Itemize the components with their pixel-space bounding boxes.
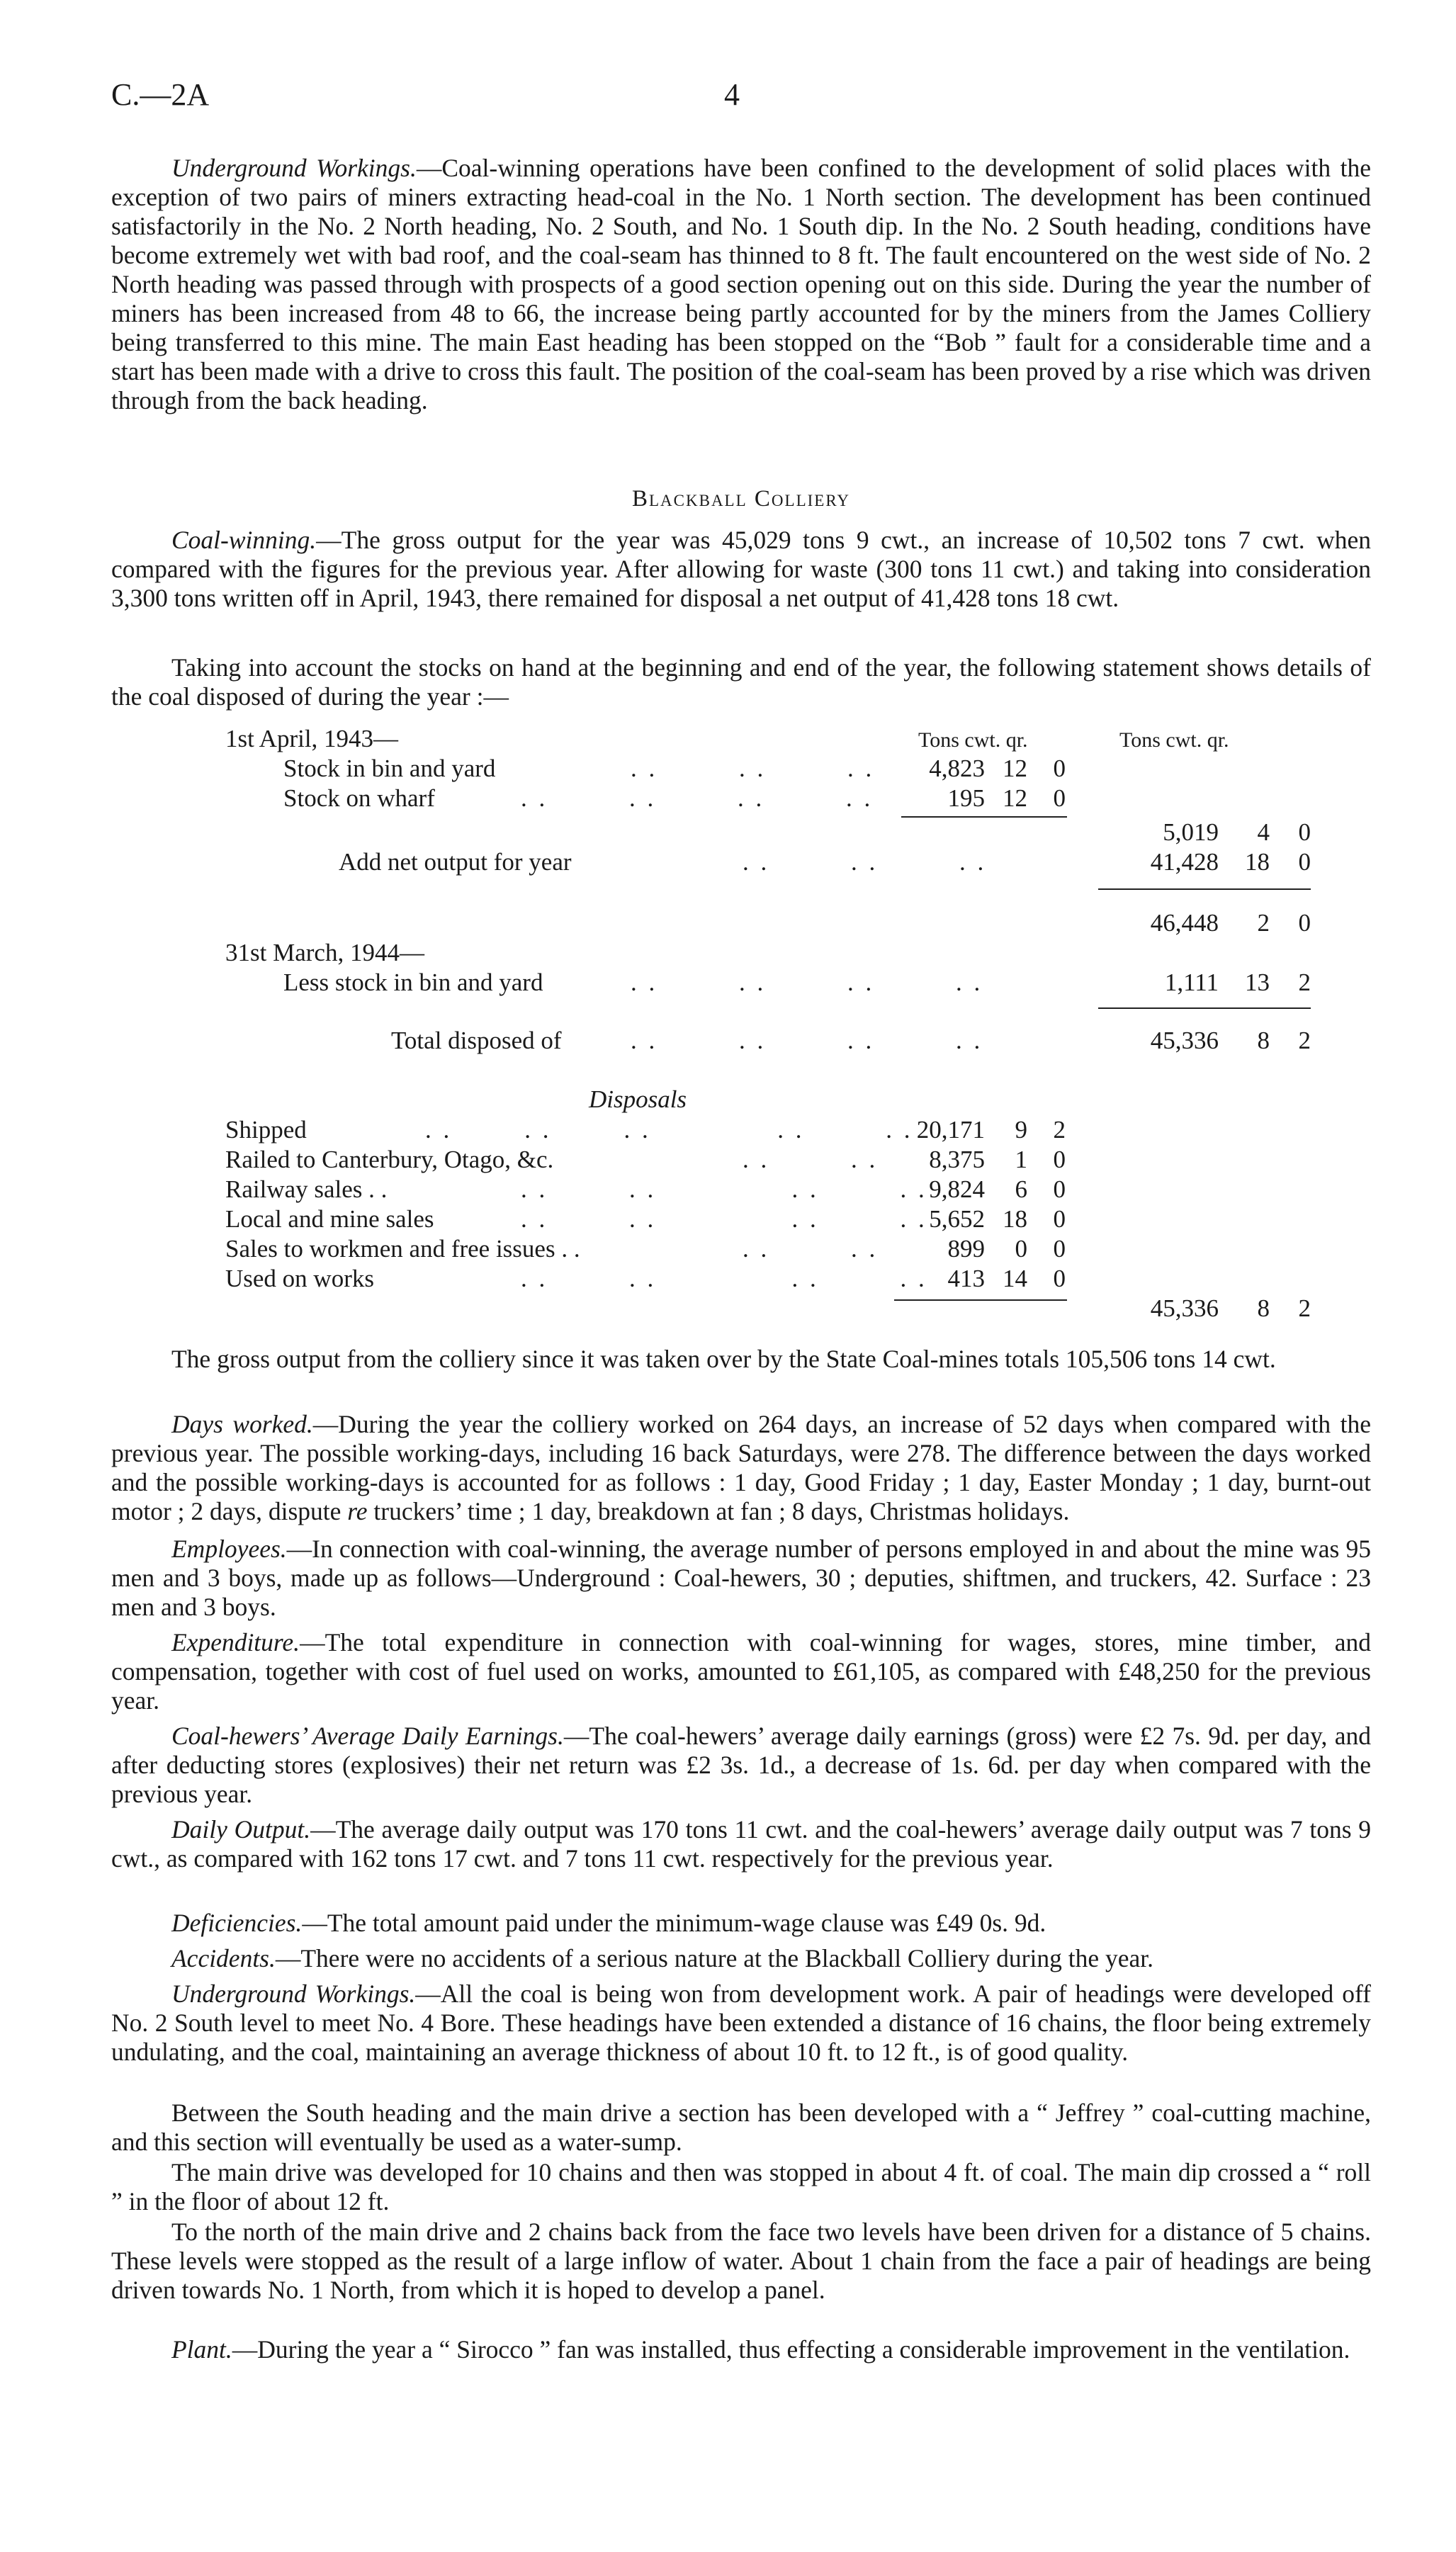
table-row: Railway sales . . . . . . . . . . 9,824 6 0 [225,1175,1066,1203]
tons-value: 4,823 [929,755,985,782]
table-row: Add net output for year . . . . . . 41,428 18 0 [339,848,1311,876]
qr-value: 2 [1298,969,1311,996]
tons-value: 46,448 [1150,909,1219,937]
cwt-value: 0 [1015,1235,1027,1263]
paragraph-text: truckers’ time ; 1 day, breakdown at fan ; 8 days, Christmas holidays. [367,1497,1070,1525]
qr-value: 2 [1053,1116,1066,1144]
cwt-value: 4 [1257,818,1270,846]
paragraph-text: To the north of the main drive and 2 chains back from the face two levels have been driven for a distance of 5 chains. These levels were stopped as the result of a large inflow of water. About 1 chain from the face a pair of headings are being driven towards No. 1 North, from which it is hoped to develop a panel. [111,2218,1371,2304]
paragraph-heading: Plant. [171,2335,232,2364]
row-label: Shipped [225,1116,307,1144]
cwt-value: 18 [1003,1205,1027,1233]
tons-value: 9,824 [929,1175,985,1203]
row-label: Add net output for year [339,848,572,876]
qr-value: 0 [1053,1146,1066,1173]
qr-value: 0 [1053,1205,1066,1233]
document-reference: C.—2A [111,77,210,112]
qr-value: 0 [1053,784,1066,812]
paragraph-coal-winning [111,526,1371,613]
paragraph-text: Between the South heading and the main drive a section has been developed with a “ Jeffrey ” coal-cutting machine, and this section will eventually be used as a water-sump. [111,2099,1371,2156]
table-row: Stock on wharf . . . . . . . . 195 12 0 [283,784,1066,812]
row-label: Stock in bin and yard [283,755,496,782]
paragraph-text: The gross output from the colliery since it was taken over by the State Coal-mines totals 105,506 tons 14 cwt. [171,1345,1276,1373]
paragraph-text: —The gross output for the year was 45,029 tons 9 cwt., an increase of 10,502 tons 7 cwt. when compared with the figures for the previous year. After allowing for waste (300 tons 11 cwt.) and taking into consideration 3,300 tons written off in April, 1943, there remained for disposal a net output of 41,428 tons 18 cwt. [111,526,1371,612]
row-label: Stock on wharf [283,784,435,812]
cwt-value: 12 [1003,755,1027,782]
table-row [0,908,1456,938]
section-title: Blackball Colliery [631,486,851,512]
paragraph-underground-workings-2 [111,1980,1371,2067]
paragraph-heading: Expenditure. [171,1628,300,1656]
sum-rule [1098,888,1311,890]
column-header: Tons cwt. qr. [1119,728,1229,752]
paragraph-heading: Coal-winning. [171,526,317,554]
paragraph-heading: Underground Workings. [171,1980,416,2008]
table-row: Local and mine sales . . . . . . . . 5,652 18 0 [225,1205,1066,1233]
qr-value: 2 [1298,1294,1311,1322]
paragraph-text: Taking into account the stocks on hand at the beginning and end of the year, the following statement shows details of the coal disposed of during the year :— [111,653,1371,711]
cwt-value: 12 [1003,784,1027,812]
paragraph-heading: Deficiencies. [171,1909,303,1937]
disposals-title: Disposals [588,1085,687,1113]
paragraph-deficiencies [111,1909,1371,1938]
table-row [0,938,1456,968]
column-header: Tons cwt. qr. [918,728,1028,752]
paragraph-days-worked [111,1410,1371,1526]
cwt-value: 1 [1015,1146,1027,1173]
cwt-value: 14 [1003,1265,1027,1292]
paragraph-main-drive [111,2158,1371,2216]
table-row: Stock in bin and yard . . . . . . 4,823 12 0 [283,755,1066,782]
qr-value: 0 [1298,818,1311,846]
paragraph-text: —During the year the colliery worked on 264 days, an increase of 52 days when compared with the previous year. The possible working-days, including 16 back Saturdays, were 278. The difference between the days worked and the possible working-days is accounted for as follows : 1 day, Good Friday ; 1 day, Easter Monday ; 1 day, burnt-out motor ; 2 days, dispute [111,1410,1371,1525]
cwt-value: 13 [1245,969,1270,996]
tons-value: 20,171 [916,1116,985,1144]
paragraph-text: —During the year a “ Sirocco ” fan was installed, thus effecting a considerable improvement in the ventilation. [232,2335,1350,2364]
paragraph-text: —The total amount paid under the minimum-wage clause was £49 0s. 9d. [302,1909,1046,1937]
tons-value: 195 [947,784,985,812]
row-label: Used on works [225,1265,374,1292]
paragraph-employees [111,1535,1371,1622]
cwt-value: 2 [1257,909,1270,937]
paragraph-heading: Underground Workings. [171,154,417,182]
paragraph-heading: Employees. [171,1535,287,1563]
table-row [0,818,1456,847]
tons-value: 5,019 [1163,818,1219,846]
qr-value: 0 [1053,1175,1066,1203]
qr-value: 0 [1053,1265,1066,1292]
row-label: Local and mine sales [225,1205,434,1233]
paragraph-text: —The average daily output was 170 tons 11 cwt. and the coal-hewers’ average daily output was 7 tons 9 cwt., as compared with 162 tons 17 cwt. and 7 tons 11 cwt. respectively for the previous year. [111,1815,1371,1873]
table-row: Railed to Canterbury, Otago, &c. . . . . 8,375 1 0 [225,1146,1066,1173]
tons-value: 45,336 [1150,1027,1219,1054]
paragraph-plant [111,2335,1371,2364]
tons-value: 1,111 [1164,969,1219,996]
paragraph-earnings [111,1722,1371,1809]
paragraph-heading: Daily Output. [171,1815,311,1844]
qr-value: 2 [1298,1027,1311,1054]
row-label: 31st March, 1944— [225,939,424,966]
tons-value: 899 [947,1235,985,1263]
tons-value: 41,428 [1150,848,1219,876]
page-number: 4 [724,77,740,112]
paragraph-text: —The total expenditure in connection with coal-winning for wages, stores, mine timber, and compensation, together with cost of fuel used on works, amounted to £61,105, as compared with £48,250 for the previous year. [111,1628,1371,1715]
qr-value: 0 [1298,909,1311,937]
row-label: Railed to Canterbury, Otago, &c. [225,1146,554,1173]
qr-value: 0 [1053,755,1066,782]
paragraph-accidents [111,1944,1371,1973]
paragraph-stocks [111,653,1371,711]
tons-value: 45,336 [1150,1294,1219,1322]
row-label: Sales to workmen and free issues . . [225,1235,580,1263]
paragraph-heading: Days worked. [171,1410,313,1438]
cwt-value: 9 [1015,1116,1027,1144]
tons-value: 413 [947,1265,985,1292]
table-row: Less stock in bin and yard . . . . . . . . 1,111 13 2 [283,969,1311,996]
cwt-value: 8 [1257,1294,1270,1322]
cwt-value: 6 [1015,1175,1027,1203]
row-label: 1st April, 1943— [225,725,399,752]
paragraph-gross-output [111,1345,1371,1374]
qr-value: 0 [1053,1235,1066,1263]
paragraph-jeffrey-machine [111,2099,1371,2157]
cwt-value: 18 [1245,848,1270,876]
paragraph-text-italic: re [347,1497,368,1525]
table-row [0,1294,1456,1323]
table-row: Total disposed of . . . . . . . . 45,336 8 2 [391,1027,1311,1054]
paragraph-heading: Accidents. [171,1944,276,1972]
table-row: Sales to workmen and free issues . . . . . . 899 0 0 [225,1235,1066,1263]
cwt-value: 8 [1257,1027,1270,1054]
row-label: Less stock in bin and yard [283,969,543,996]
paragraph-text: —Coal-winning operations have been confined to the development of solid places with the exception of two pairs of miners extracting head-coal in the No. 1 North section. The development has been continued satisfactorily in the No. 2 North heading, No. 2 South, and No. 1 South dip. In the No. 2 South heading, conditions have become extremely wet with bad roof, and the coal-seam has thinned to 8 ft. The fault encountered on the west side of No. 2 North heading was passed through with prospects of a good section opening out on this side. During the year the number of miners has been increased from 48 to 66, the increase being partly accounted for by the miners from the James Colliery being transferred to this mine. The main East heading has been stopped on the “Bob ” fault for a considerable time and a start has been made with a drive to cross this fault. The position of the coal-seam has been proved by a rise which was driven through from the back heading. [111,154,1371,414]
paragraph-text: The main drive was developed for 10 chains and then was stopped in about 4 ft. of coal. The main dip crossed a “ roll ” in the floor of about 12 ft. [111,2158,1371,2215]
paragraph-north-levels [111,2218,1371,2305]
paragraph-text: —The coal-hewers’ average daily earnings (gross) were £2 7s. 9d. per day, and after deducting stores (explosives) their net return was £2 3s. 1d., a decrease of 1s. 6d. per day when compared with the previous year. [111,1722,1371,1808]
row-label: Railway sales . . [225,1175,388,1203]
tons-value: 8,375 [929,1146,985,1173]
table-row: Shipped . . . . . . . . . . 20,171 9 2 [225,1116,1066,1144]
paragraph-underground-workings-1 [111,154,1371,415]
paragraph-text: —In connection with coal-winning, the average number of persons employed in and about the mine was 95 men and 3 boys, made up as follows—Underground : Coal-hewers, 30 ; deputies, shiftmen, and truckers, 42. Surface : 23 men and 3 boys. [111,1535,1371,1621]
paragraph-text: —All the coal is being won from development work. A pair of headings were developed off No. 2 South level to meet No. 4 Bore. These headings have been extended a distance of 16 chains, the floor being extremely undulating, and the coal, maintaining an average thickness of about 10 ft. to 12 ft., is of good quality. [111,1980,1371,2066]
table-row: Used on works . . . . . . . . 413 14 0 [225,1265,1066,1292]
paragraph-heading: Coal-hewers’ Average Daily Earnings. [171,1722,564,1750]
paragraph-expenditure [111,1628,1371,1715]
table-row [0,724,1456,754]
tons-value: 5,652 [929,1205,985,1233]
total-rule [1098,1007,1311,1009]
paragraph-daily-output [111,1815,1371,1873]
row-label: Total disposed of [391,1027,562,1054]
qr-value: 0 [1298,848,1311,876]
paragraph-text: —There were no accidents of a serious nature at the Blackball Colliery during the year. [275,1944,1153,1972]
